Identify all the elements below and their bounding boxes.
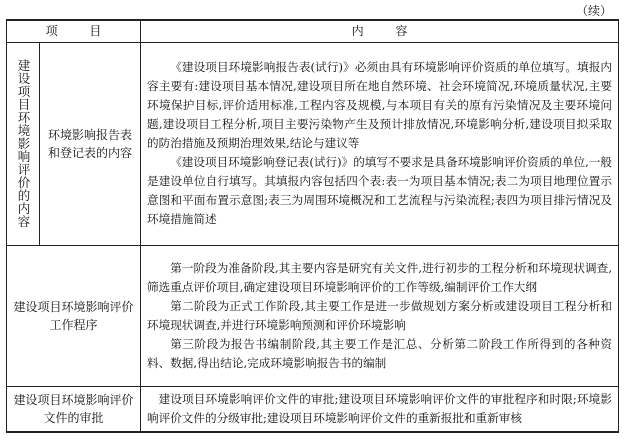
continued-label: （续） — [575, 4, 612, 18]
content-paragraph: 第一阶段为准备阶段,其主要内容是研究有关文件,进行初步的工程分析和环境现状调查,筛选重点评价项目,确定建设项目环境影响评价的工作等级,编制评价工作大纲 — [147, 260, 613, 294]
table-row — [7, 245, 619, 386]
table-row — [7, 386, 619, 432]
group-label-cell — [7, 42, 40, 245]
content-table — [6, 19, 619, 433]
row-content — [141, 245, 619, 386]
table-row — [7, 42, 619, 245]
table-header-row — [7, 20, 619, 42]
row-item: 建设项目环境影响评价文件的审批 — [7, 386, 141, 432]
row-item: 建设项目环境影响评价工作程序 — [7, 245, 141, 386]
content-paragraph: 第三阶段为报告书编制阶段,其主要工作是汇总、分析第二阶段工作所得到的各种资料、数据,得出结论,完成环境影响报告书的编制 — [147, 336, 613, 370]
row-content — [141, 386, 619, 432]
content-paragraph: 《建设项目环境影响登记表(试行)》的填写不要求是具备环境影响评价资质的单位,一般是建设单位自行填写。其填报内容包括四个表:表一为项目基本情况;表二为项目地理位置示意图和平面布置示意图;表三为周围环境概况和工艺流程与污染流程;表四为项目排污情况及环境措施简述 — [147, 155, 613, 226]
row-item: 环境影响报告表和登记表的内容 — [40, 42, 141, 245]
content-paragraph: 建设项目环境影响评价文件的审批;建设项目环境影响评价文件的审批程序和时限;环境影响评价文件的分级审批;建设项目环境影响评价文件的重新报批和重新审核 — [147, 391, 613, 425]
group-label: 建设项目环境影响评价的内容 — [16, 59, 31, 228]
header-content: 内 容 — [141, 20, 619, 42]
content-paragraph: 《建设项目环境影响报告表(试行)》必须由具有环境影响评价资质的单位填写。填报内容主要有:建设项目基本情况,建设项目所在地自然环境、社会环境简况,环境质量状况,主要环境保护目标,评价适用标准,工程内容及规模,与本项目有关的原有污染情况及主要环境问题,建设项目工程分析,项目主要污染物产生及预计排放情况,环境影响分析,建设项目拟采取的防治措施及预期治理效果,结论与建议等 — [147, 60, 613, 150]
row-content — [141, 42, 619, 245]
content-paragraph: 第二阶段为正式工作阶段,其主要工作是进一步做规划方案分析或建设项目工程分析和环境现状调查,并进行环境影响预测和评价环境影响 — [147, 298, 613, 332]
header-item: 项 目 — [7, 20, 141, 42]
